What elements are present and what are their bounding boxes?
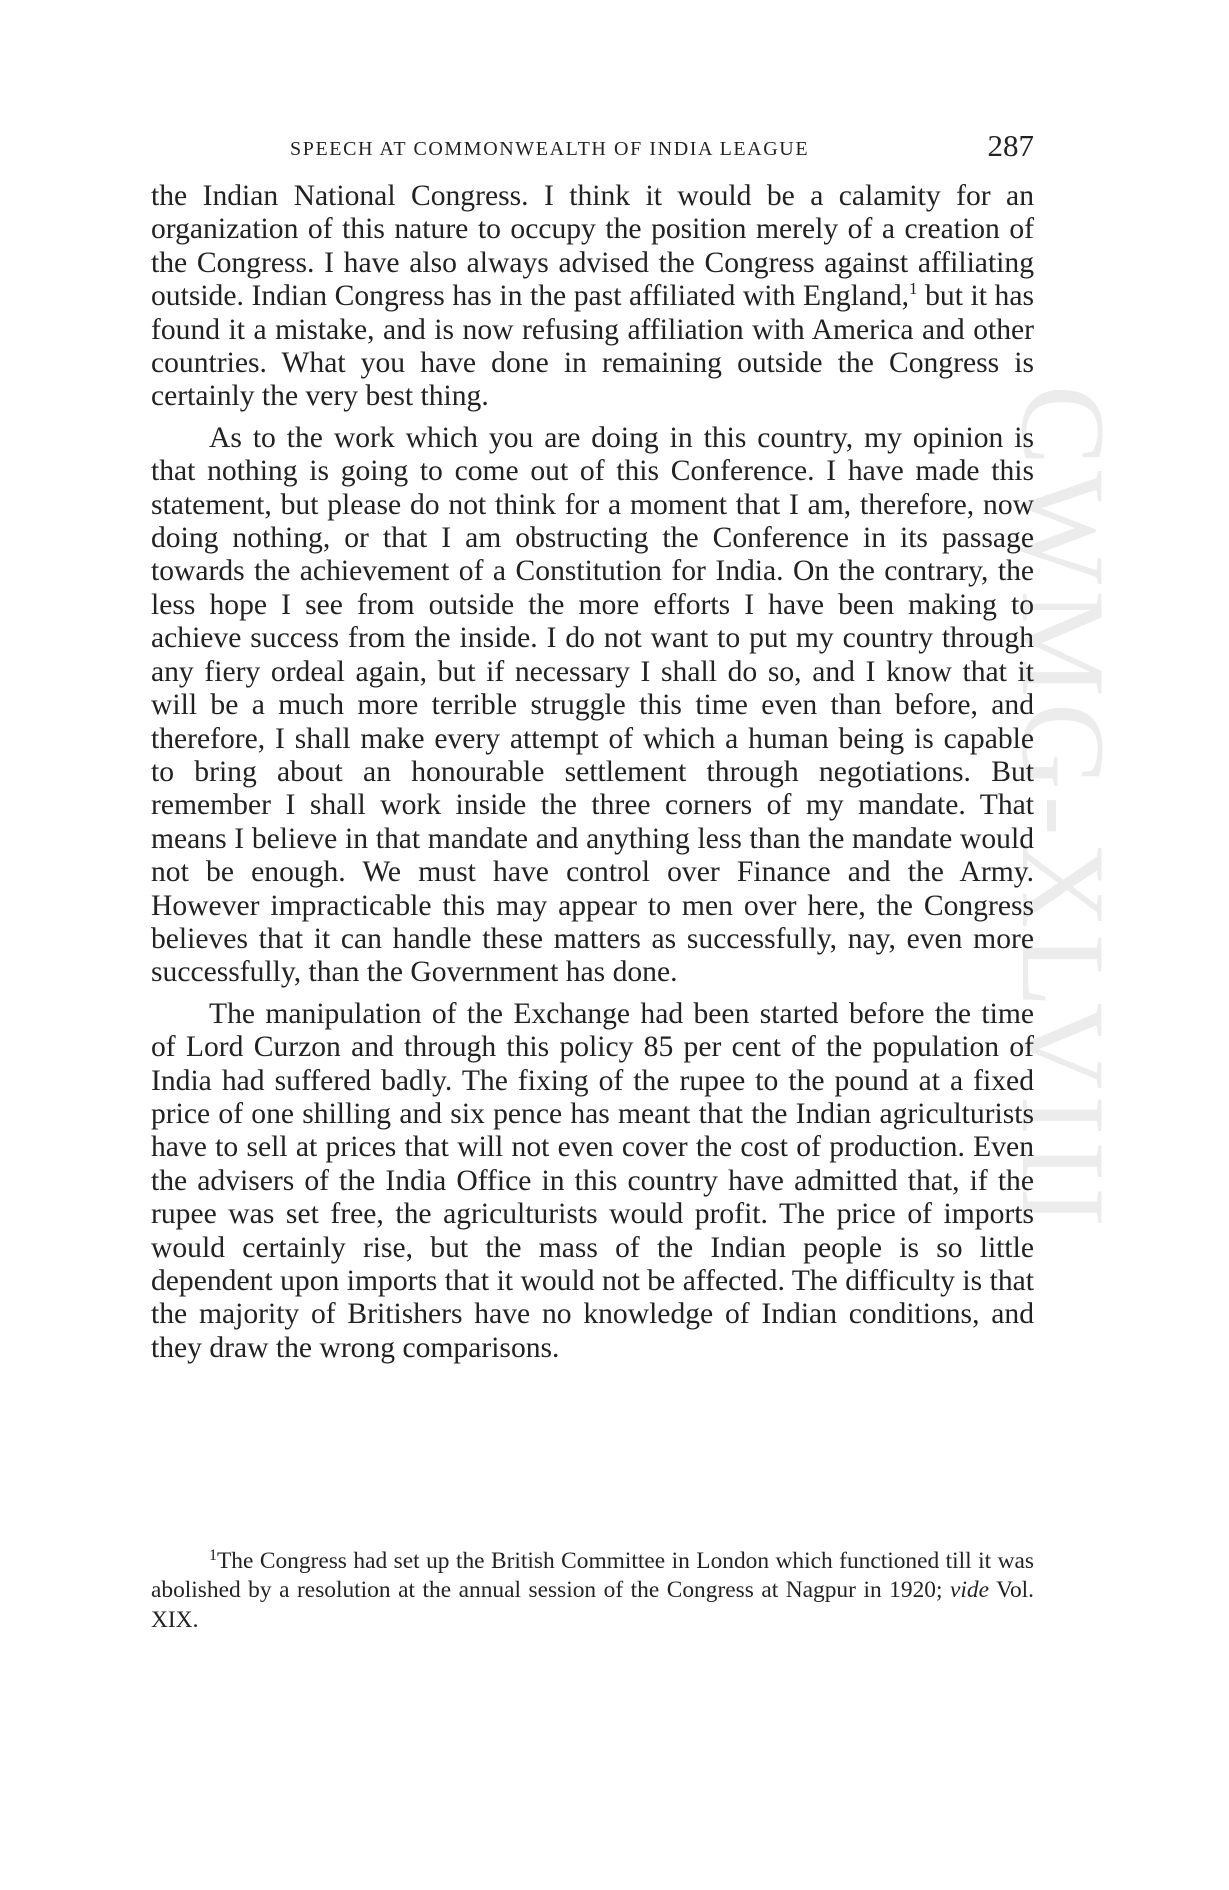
footnote-reference[interactable]: 1 [909,279,918,299]
footnote-italic: vide [950,1577,989,1604]
paragraph-1-text-b: but it has found it a mistake, and is now refusing affiliation with America and other countries. What you have done in remaining outside the Congress is certainly the very best thing. [151,280,1034,413]
page-number: 287 [987,128,1034,163]
paragraph-3: The manipulation of the Exchange had been started before the time of Lord Curzon and through this policy 85 per cent of the population of India had suffered badly. The fixing of the rupee to the pound at a fixed price of one shilling and six pence has meant that the Indian agriculturists have to sell at prices that will not even cover the cost of production. Even the advisers of the India Office in this country have admitted that, if the rupee was set free, the agriculturists would profit. The price of imports would certainly rise, but the mass of the Indian people is so little dependent upon imports that it would not be affected. The difficulty is that the majority of Britishers have no knowledge of Indian conditions, and they draw the wrong comparisons. [151,997,1034,1364]
footnote [151,1547,1034,1635]
paragraph-2: As to the work which you are doing in this country, my opinion is that nothing is going to come out of this Conference. I have made this statement, but please do not think for a moment that I am, therefore, now doing nothing, or that I am obstructing the Conference in its passage towards the achievement of a Constitution for India. On the contrary, the less hope I see from outside the more efforts I have been making to achieve success from the inside. I do not want to put my country through any fiery ordeal again, but if necessary I shall do so, and I know that it will be a much more terrible struggle this time even than before, and therefore, I shall make every attempt of which a human being is capable to bring about an honourable settlement through negotiations. But remember I shall work inside the three corners of my mandate. That means I believe in that mandate and anything less than the mandate would not be enough. We must have control over Finance and the Army. However impracticable this may appear to men over here, the Congress believes that it can handle these matters as successfully, nay, even more successfully, than the Government has done. [151,421,1034,989]
footnote-text-b: Vol. XIX. [151,1577,1034,1633]
watermark-text: CWMG-XLVIII [997,385,1130,1234]
running-title: SPEECH AT COMMONWEALTH OF INDIA LEAGUE [290,138,810,160]
footnote-marker: 1 [209,1547,217,1564]
running-head [151,128,1034,172]
footnote-text-a: The Congress had set up the British Committee in London which functioned till it was abolished by a resolution at the annual session of the Congress at Nagpur in 1920; [151,1548,1034,1604]
body-text [151,180,1034,1373]
paragraph-1 [151,180,1034,414]
paragraph-1-text-a: the Indian National Congress. I think it would be a calamity for an organization of this nature to occupy the position merely of a creation of the Congress. I have also always advised the Congress against affiliating outside. Indian Congress has in the past affiliated with England, [151,180,1034,313]
